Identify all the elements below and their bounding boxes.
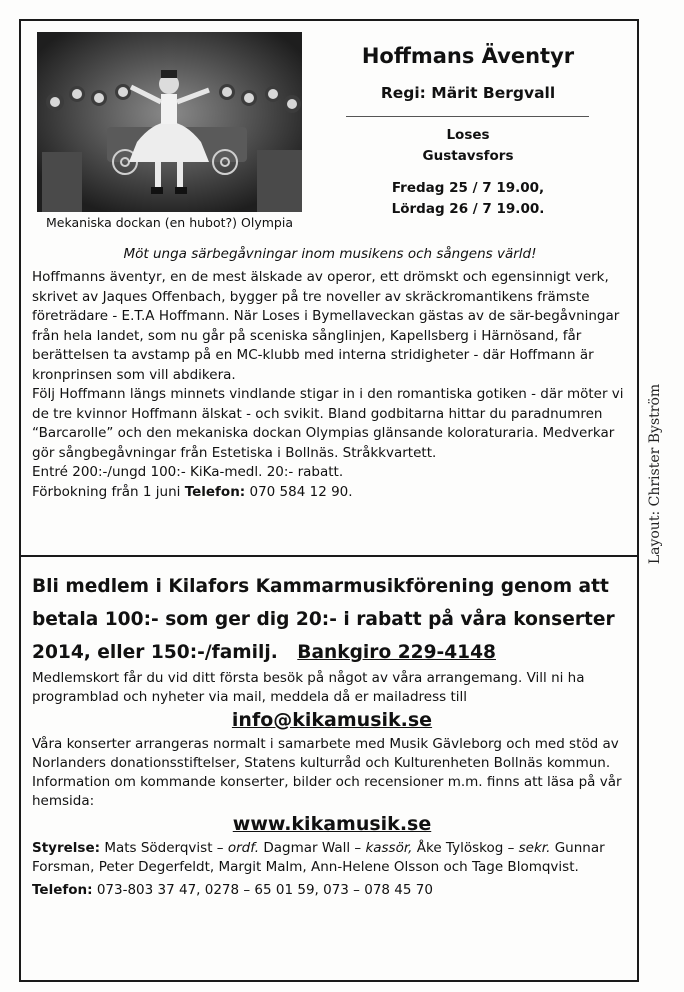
board-others: Gunnar Forsman, Peter Degerfeldt, Margit Malm, Ann-Helene Olsson och Tage Blomqvist.	[32, 840, 605, 875]
concert-info-text: Våra konserter arrangeras normalt i samarbete med Musik Gävleborg och med stöd av Norlanders donationsstiftelser, Statens kulturråd och Kulturenheten Bollnäs kommun. Information om kommande konserter, bilder och recensioner m.m. finns att läsa på vår hemsida:	[32, 736, 622, 809]
event-director: Regi: Märit Bergvall	[380, 84, 556, 102]
board-member: Åke Tylöskog –	[416, 840, 515, 856]
membership-headline-text: Bli medlem i Kilafors Kammarmusikförening genom att betala 100:- som ger dig 20:- i rabatt på våra konserter 2014, eller 150:-/familj.	[32, 576, 615, 663]
board-member: Dagmar Wall –	[263, 840, 362, 856]
layout-credit	[644, 354, 666, 594]
booking-text: Förbokning från 1 juni	[32, 483, 181, 500]
bankgiro-number: Bankgiro 229-4148	[297, 642, 496, 663]
date-line: Lördag 26 / 7 19.00.	[391, 201, 545, 217]
membership-card-text: Medlemskort får du vid ditt första besök på något av våra arrangemang. Vill ni ha programblad och nyheter via mail, meddela då er mailadress till	[32, 670, 585, 705]
booking-phone-label: Telefon:	[184, 483, 246, 500]
phone-numbers: 073-803 37 47, 0278 – 65 01 59, 073 – 078 45 70	[96, 882, 433, 898]
phone-label: Telefon:	[32, 882, 93, 898]
email-link[interactable]: info@kikamusik.se	[231, 709, 433, 731]
event-description	[32, 268, 632, 502]
board-role: sekr.	[518, 840, 551, 856]
board-member: Mats Söderqvist –	[104, 840, 224, 856]
event-venue	[318, 125, 618, 167]
website-link[interactable]: www.kikamusik.se	[232, 813, 432, 835]
membership-headline	[32, 570, 632, 669]
photo-caption: Mekaniska dockan (en hubot?) Olympia	[46, 215, 293, 230]
layout-credit-text: Layout: Christer Byström	[647, 383, 663, 565]
event-title: Hoffmans Äventyr	[361, 44, 575, 68]
price-info: Entré 200:-/ungd 100:- KiKa-medl. 20:- rabatt.	[32, 464, 344, 480]
event-tagline: Möt unga särbegåvningar inom musikens och sångens värld!	[123, 246, 537, 262]
board-members	[32, 839, 632, 877]
description-paragraph: Hoffmanns äventyr, en de mest älskade av operor, ett drömskt och egensinnigt verk, skrivet av Jaques Offenbach, bygger på tre noveller av skräckromantikens främste företrädare - E.T.A Hoffmann. När Loses i Bymellaveckan gästas av de sär-begåvningar från hela landet, som nu går på sceniska sånglinjen, Kapellsberg i Härnösand, får berättelsen ta avstamp på en MC-klubb med interna stridigheter - där Hoffmann är kronprinsen som vill abdikera.	[32, 269, 620, 383]
section-divider	[19, 555, 639, 557]
board-label: Styrelse:	[32, 840, 101, 856]
performance-photo	[37, 32, 302, 212]
contact-phones	[32, 881, 632, 900]
membership-section	[32, 570, 632, 900]
event-dates	[318, 178, 618, 220]
booking-info	[32, 483, 632, 503]
title-rule	[346, 116, 589, 117]
board-role: kassör,	[365, 840, 413, 856]
venue-line: Loses	[446, 127, 490, 143]
date-line: Fredag 25 / 7 19.00,	[391, 180, 545, 196]
description-paragraph: Följ Hoffmann längs minnets vindlande stigar in i den romantiska gotiken - där möter vi de tre kvinnor Hoffmann älskat - och svikit. Bland godbitarna hittar du paradnumren “Barcarolle” och den mekaniska dockan Olympias glänsande koloraturaria. Medverkar gör sångbegåvningar från Estetiska i Bollnäs. Stråkkvartett.	[32, 386, 624, 461]
booking-phone: 070 584 12 90.	[249, 483, 353, 500]
board-role: ordf.	[227, 840, 260, 856]
venue-line: Gustavsfors	[422, 148, 514, 164]
